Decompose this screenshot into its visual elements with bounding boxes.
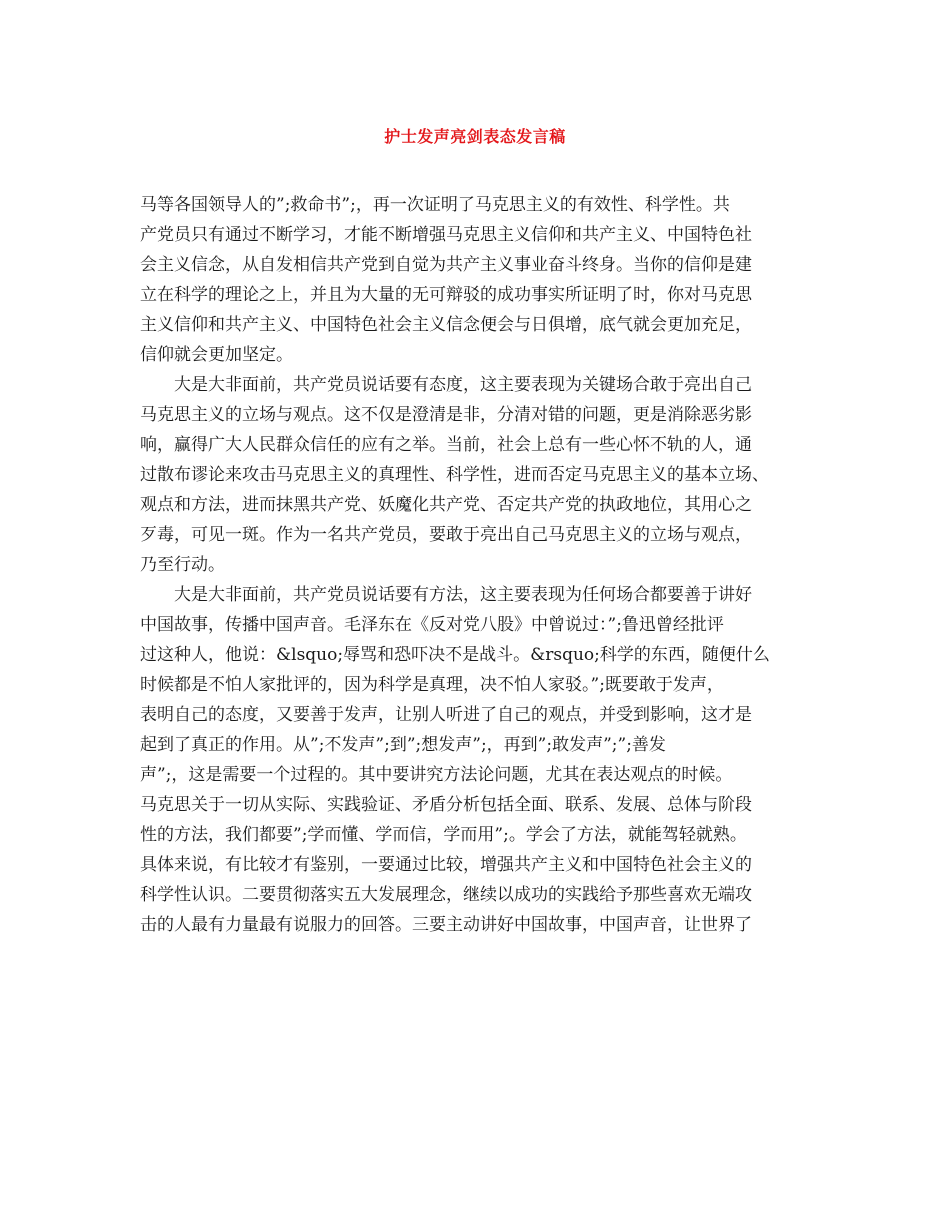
text-line: 马等各国领导人的”;救命书”;，再一次证明了马克思主义的有效性、科学性。共 (140, 195, 730, 215)
text-line: 声”;，这是需要一个过程的。其中要讲究方法论问题，尤其在表达观点的时候。 (140, 765, 733, 785)
text-line: 乃至行动。 (140, 555, 225, 575)
text-line: 科学性认识。二要贯彻落实五大发展理念，继续以成功的实践给予那些喜欢无端攻 (140, 885, 752, 905)
text-line: 过这种人，他说：&lsquo;辱骂和恐吓决不是战斗。&rsquo;科学的东西，随便什么 (140, 645, 770, 665)
text-line: 马克思主义的立场与观点。这不仅是澄清是非，分清对错的问题，更是消除恶劣影 (140, 405, 752, 425)
text-line: 会主义信念，从自发相信共产党到自觉为共产主义事业奋斗终身。当你的信仰是建 (140, 255, 752, 275)
document-body (140, 190, 830, 940)
document-title: 护士发声亮剑表态发言稿 (384, 127, 566, 146)
text-line: 歹毒，可见一斑。作为一名共产党员，要敢于亮出自己马克思主义的立场与观点， (140, 525, 752, 545)
paragraph-first-line: 大是大非面前，共产党员说话要有态度，这主要表现为关键场合敢于亮出自己 (174, 375, 752, 395)
text-line: 过散布谬论来攻击马克思主义的真理性、科学性，进而否定马克思主义的基本立场、 (140, 465, 769, 485)
text-line: 观点和方法，进而抹黑共产党、妖魔化共产党、否定共产党的执政地位，其用心之 (140, 495, 752, 515)
text-line: 具体来说，有比较才有鉴别，一要通过比较，增强共产主义和中国特色社会主义的 (140, 855, 752, 875)
text-line: 马克思关于一切从实际、实践验证、矛盾分析包括全面、联系、发展、总体与阶段 (140, 795, 752, 815)
text-line: 时候都是不怕人家批评的，因为科学是真理，决不怕人家驳。”;既要敢于发声， (140, 675, 724, 695)
text-line: 立在科学的理论之上，并且为大量的无可辩驳的成功事实所证明了时，你对马克思 (140, 285, 752, 305)
paragraph-first-line: 大是大非面前，共产党员说话要有方法，这主要表现为任何场合都要善于讲好 (174, 585, 752, 605)
text-line: 信仰就会更加坚定。 (140, 345, 293, 365)
text-line: 表明自己的态度，又要善于发声，让别人听进了自己的观点，并受到影响，这才是 (140, 705, 752, 725)
text-line: 性的方法，我们都要”;学而懂、学而信，学而用”;。学会了方法，就能驾轻就熟。 (140, 825, 747, 845)
text-line: 响，赢得广大人民群众信任的应有之举。当前，社会上总有一些心怀不轨的人，通 (140, 435, 752, 455)
text-line: 中国故事，传播中国声音。毛泽东在《反对党八股》中曾说过：”;鲁迅曾经批评 (140, 615, 724, 635)
text-line: 起到了真正的作用。从”;不发声”;到”;想发声”;，再到”;敢发声”;”;善发 (140, 735, 666, 755)
text-line: 主义信仰和共产主义、中国特色社会主义信念便会与日俱增，底气就会更加充足， (140, 315, 752, 335)
text-line: 产党员只有通过不断学习，才能不断增强马克思主义信仰和共产主义、中国特色社 (140, 225, 752, 245)
text-line: 击的人最有力量最有说服力的回答。三要主动讲好中国故事，中国声音，让世界了 (140, 915, 752, 935)
